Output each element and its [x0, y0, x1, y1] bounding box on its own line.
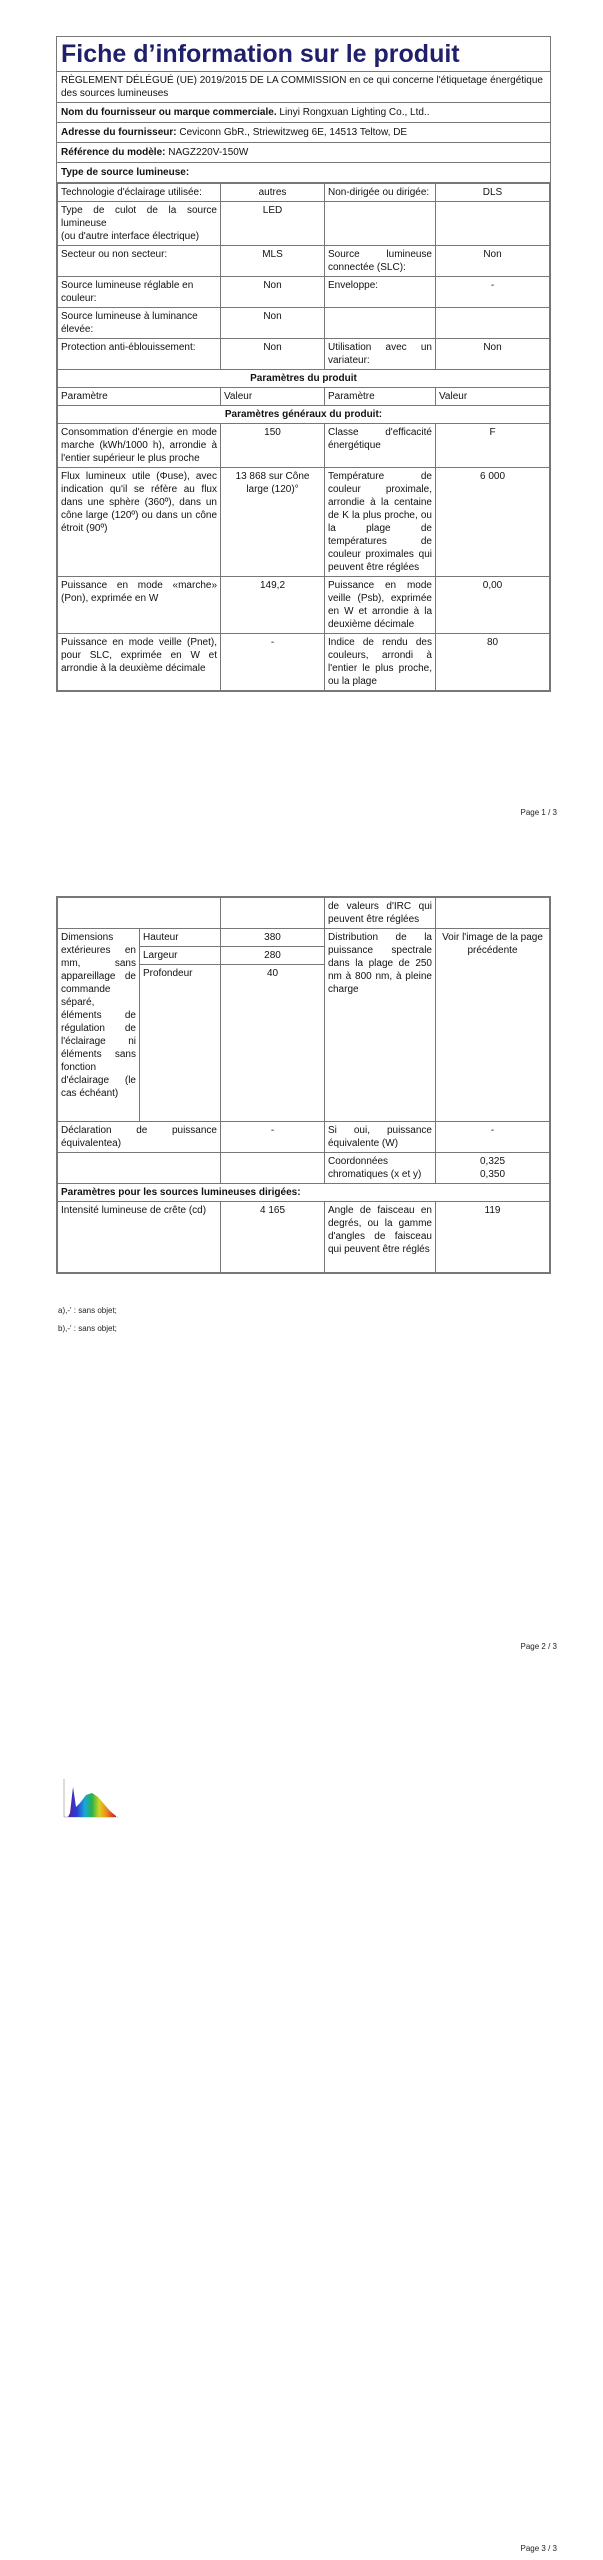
- table-row: [58, 1122, 550, 1153]
- dimension-value: 380: [221, 929, 325, 947]
- param-value: [436, 308, 550, 339]
- param-label: Flux lumineux utile (Φuse), avec indication qu'il se réfère au flux dans une sphère (360º), dans un cône large (120º) ou dans un cône étroit (90º): [58, 468, 221, 577]
- param-value: [436, 202, 550, 246]
- product-sheet-frame: [56, 36, 551, 692]
- param-label: Si oui, puissance équivalente (W): [325, 1122, 436, 1153]
- params-heading: Paramètres du produit: [58, 370, 550, 388]
- supplier-label: Nom du fournisseur ou marque commerciale.: [61, 107, 277, 118]
- param-value: 119: [436, 1202, 550, 1273]
- table-row: [58, 370, 550, 388]
- param-label: Consommation d'énergie en mode marche (kWh/1000 h), arrondie à l'entier supérieur le plus proche: [58, 424, 221, 468]
- param-value: 150: [221, 424, 325, 468]
- param-value: F: [436, 424, 550, 468]
- page-2: [0, 880, 603, 1680]
- source-type-table: [57, 183, 550, 691]
- dimension-value: 40: [221, 965, 325, 1122]
- param-value: Non: [221, 339, 325, 370]
- param-value: MLS: [221, 246, 325, 277]
- param-label: Déclaration de puissance équivalentea): [58, 1122, 221, 1153]
- params-table-continued: [57, 897, 550, 1273]
- column-header: Valeur: [436, 388, 550, 406]
- param-label: Distribution de la puissance spectrale dans la plage de 250 nm à 800 nm, à pleine charge: [325, 929, 436, 1122]
- table-row: [58, 308, 550, 339]
- param-value: 4 165: [221, 1202, 325, 1273]
- param-value: -: [221, 634, 325, 691]
- page-number: Page 1 / 3: [520, 808, 557, 817]
- table-row: [58, 468, 550, 577]
- param-label: Source lumineuse à luminance élevée:: [58, 308, 221, 339]
- regulation-text: RÈGLEMENT DÉLÉGUÉ (UE) 2019/2015 DE LA COMMISSION en ce qui concerne l'étiquetage énergétique des sources lumineuses: [57, 72, 550, 103]
- param-label: Non-dirigée ou dirigée:: [325, 184, 436, 202]
- column-header: Paramètre: [325, 388, 436, 406]
- table-header-row: [58, 388, 550, 406]
- supplier-row: [57, 103, 550, 123]
- table-row: [58, 339, 550, 370]
- param-value: 13 868 sur Cône large (120)°: [221, 468, 325, 577]
- param-value: Non: [436, 246, 550, 277]
- model-row: [57, 143, 550, 163]
- dimension-name: Profondeur: [140, 965, 221, 1122]
- address-row: [57, 123, 550, 143]
- param-label: Type de culot de la source lumineuse (ou d'autre interface électrique): [58, 202, 221, 246]
- param-label: de valeurs d'IRC qui peuvent être réglées: [325, 898, 436, 929]
- table-row: [58, 246, 550, 277]
- param-value: DLS: [436, 184, 550, 202]
- param-label: Indice de rendu des couleurs, arrondi à l'entier le plus proche, ou la plage: [325, 634, 436, 691]
- param-value: -: [436, 277, 550, 308]
- model-label: Référence du modèle:: [61, 147, 166, 158]
- param-label: Coordonnées chromatiques (x et y): [325, 1153, 436, 1184]
- column-header: Valeur: [221, 388, 325, 406]
- footnote-a: a),-' : sans objet;: [58, 1306, 117, 1315]
- param-label: Puissance en mode veille (Pnet), pour SLC, exprimée en W et arrondie à la deuxième décimale: [58, 634, 221, 691]
- chroma-values: [436, 1153, 550, 1184]
- param-label: Secteur ou non secteur:: [58, 246, 221, 277]
- param-label: Température de couleur proximale, arrondie à la centaine de K la plus proche, ou la plage de températures de couleur proximales qui peuvent être réglées: [325, 468, 436, 577]
- param-value: Non: [221, 308, 325, 339]
- param-value: Non: [221, 277, 325, 308]
- param-value: Voir l'image de la page précédente: [436, 929, 550, 1122]
- param-value: 80: [436, 634, 550, 691]
- param-label: Technologie d'éclairage utilisée:: [58, 184, 221, 202]
- table-row: [58, 202, 550, 246]
- table-row: [58, 277, 550, 308]
- param-value: 149,2: [221, 577, 325, 634]
- table-row: [58, 406, 550, 424]
- footnote-b: b),-' : sans objet;: [58, 1324, 117, 1333]
- param-label: Classe d'efficacité énergétique: [325, 424, 436, 468]
- dimension-value: 280: [221, 947, 325, 965]
- param-value: Non: [436, 339, 550, 370]
- param-value: 6 000: [436, 468, 550, 577]
- table-row: [58, 424, 550, 468]
- param-label: Puissance en mode «marche» (Pon), exprimée en W: [58, 577, 221, 634]
- param-value: autres: [221, 184, 325, 202]
- dimensions-label: Dimensions extérieures en mm, sans appareillage de commande séparé, éléments de régulation de l'éclairage ni éléments sans fonction d'éclairage (le cas échéant): [58, 929, 140, 1122]
- param-label: Source lumineuse réglable en couleur:: [58, 277, 221, 308]
- chroma-x: 0,325: [479, 1156, 506, 1167]
- dimension-name: Hauteur: [140, 929, 221, 947]
- supplier-value: Linyi Rongxuan Lighting Co., Ltd..: [279, 107, 430, 118]
- general-params-heading: Paramètres généraux du produit:: [58, 406, 550, 424]
- table-row: [58, 184, 550, 202]
- table-row: [58, 929, 550, 947]
- address-label: Adresse du fournisseur:: [61, 127, 177, 138]
- param-label: Intensité lumineuse de crête (cd): [58, 1202, 221, 1273]
- spectral-distribution-thumbnail: [60, 1777, 120, 1821]
- table-row: [58, 577, 550, 634]
- table-row: [58, 634, 550, 691]
- page-3: [0, 1720, 603, 2560]
- column-header: Paramètre: [58, 388, 221, 406]
- param-value: 0,00: [436, 577, 550, 634]
- page-number: Page 2 / 3: [520, 1642, 557, 1651]
- address-value: Ceviconn GbR., Striewitzweg 6E, 14513 Teltow, DE: [179, 127, 408, 138]
- table-row: [58, 1202, 550, 1273]
- param-value: -: [436, 1122, 550, 1153]
- param-value: LED: [221, 202, 325, 246]
- sheet-title: Fiche d’information sur le produit: [57, 37, 550, 72]
- param-label: [325, 308, 436, 339]
- param-label: [325, 202, 436, 246]
- directed-params-heading: Paramètres pour les sources lumineuses dirigées:: [58, 1184, 550, 1202]
- param-label: Puissance en mode veille (Psb), exprimée en W et arrondie à la deuxième décimale: [325, 577, 436, 634]
- param-value: -: [221, 1122, 325, 1153]
- table-row: [58, 1153, 550, 1184]
- param-label: Protection anti-éblouissement:: [58, 339, 221, 370]
- source-type-heading: Type de source lumineuse:: [57, 163, 550, 183]
- param-label: Utilisation avec un variateur:: [325, 339, 436, 370]
- param-label: Source lumineuse connectée (SLC):: [325, 246, 436, 277]
- table-row: [58, 898, 550, 929]
- page-1: [0, 0, 603, 828]
- table-row: [58, 1184, 550, 1202]
- param-label: Enveloppe:: [325, 277, 436, 308]
- model-value: NAGZ220V-150W: [168, 147, 249, 158]
- dimension-name: Largeur: [140, 947, 221, 965]
- page-number: Page 3 / 3: [520, 2544, 557, 2553]
- product-sheet-frame-continued: [56, 896, 551, 1274]
- param-label: Angle de faisceau en degrés, ou la gamme d'angles de faisceau qui peuvent être réglés: [325, 1202, 436, 1273]
- chroma-y: 0,350: [479, 1169, 506, 1180]
